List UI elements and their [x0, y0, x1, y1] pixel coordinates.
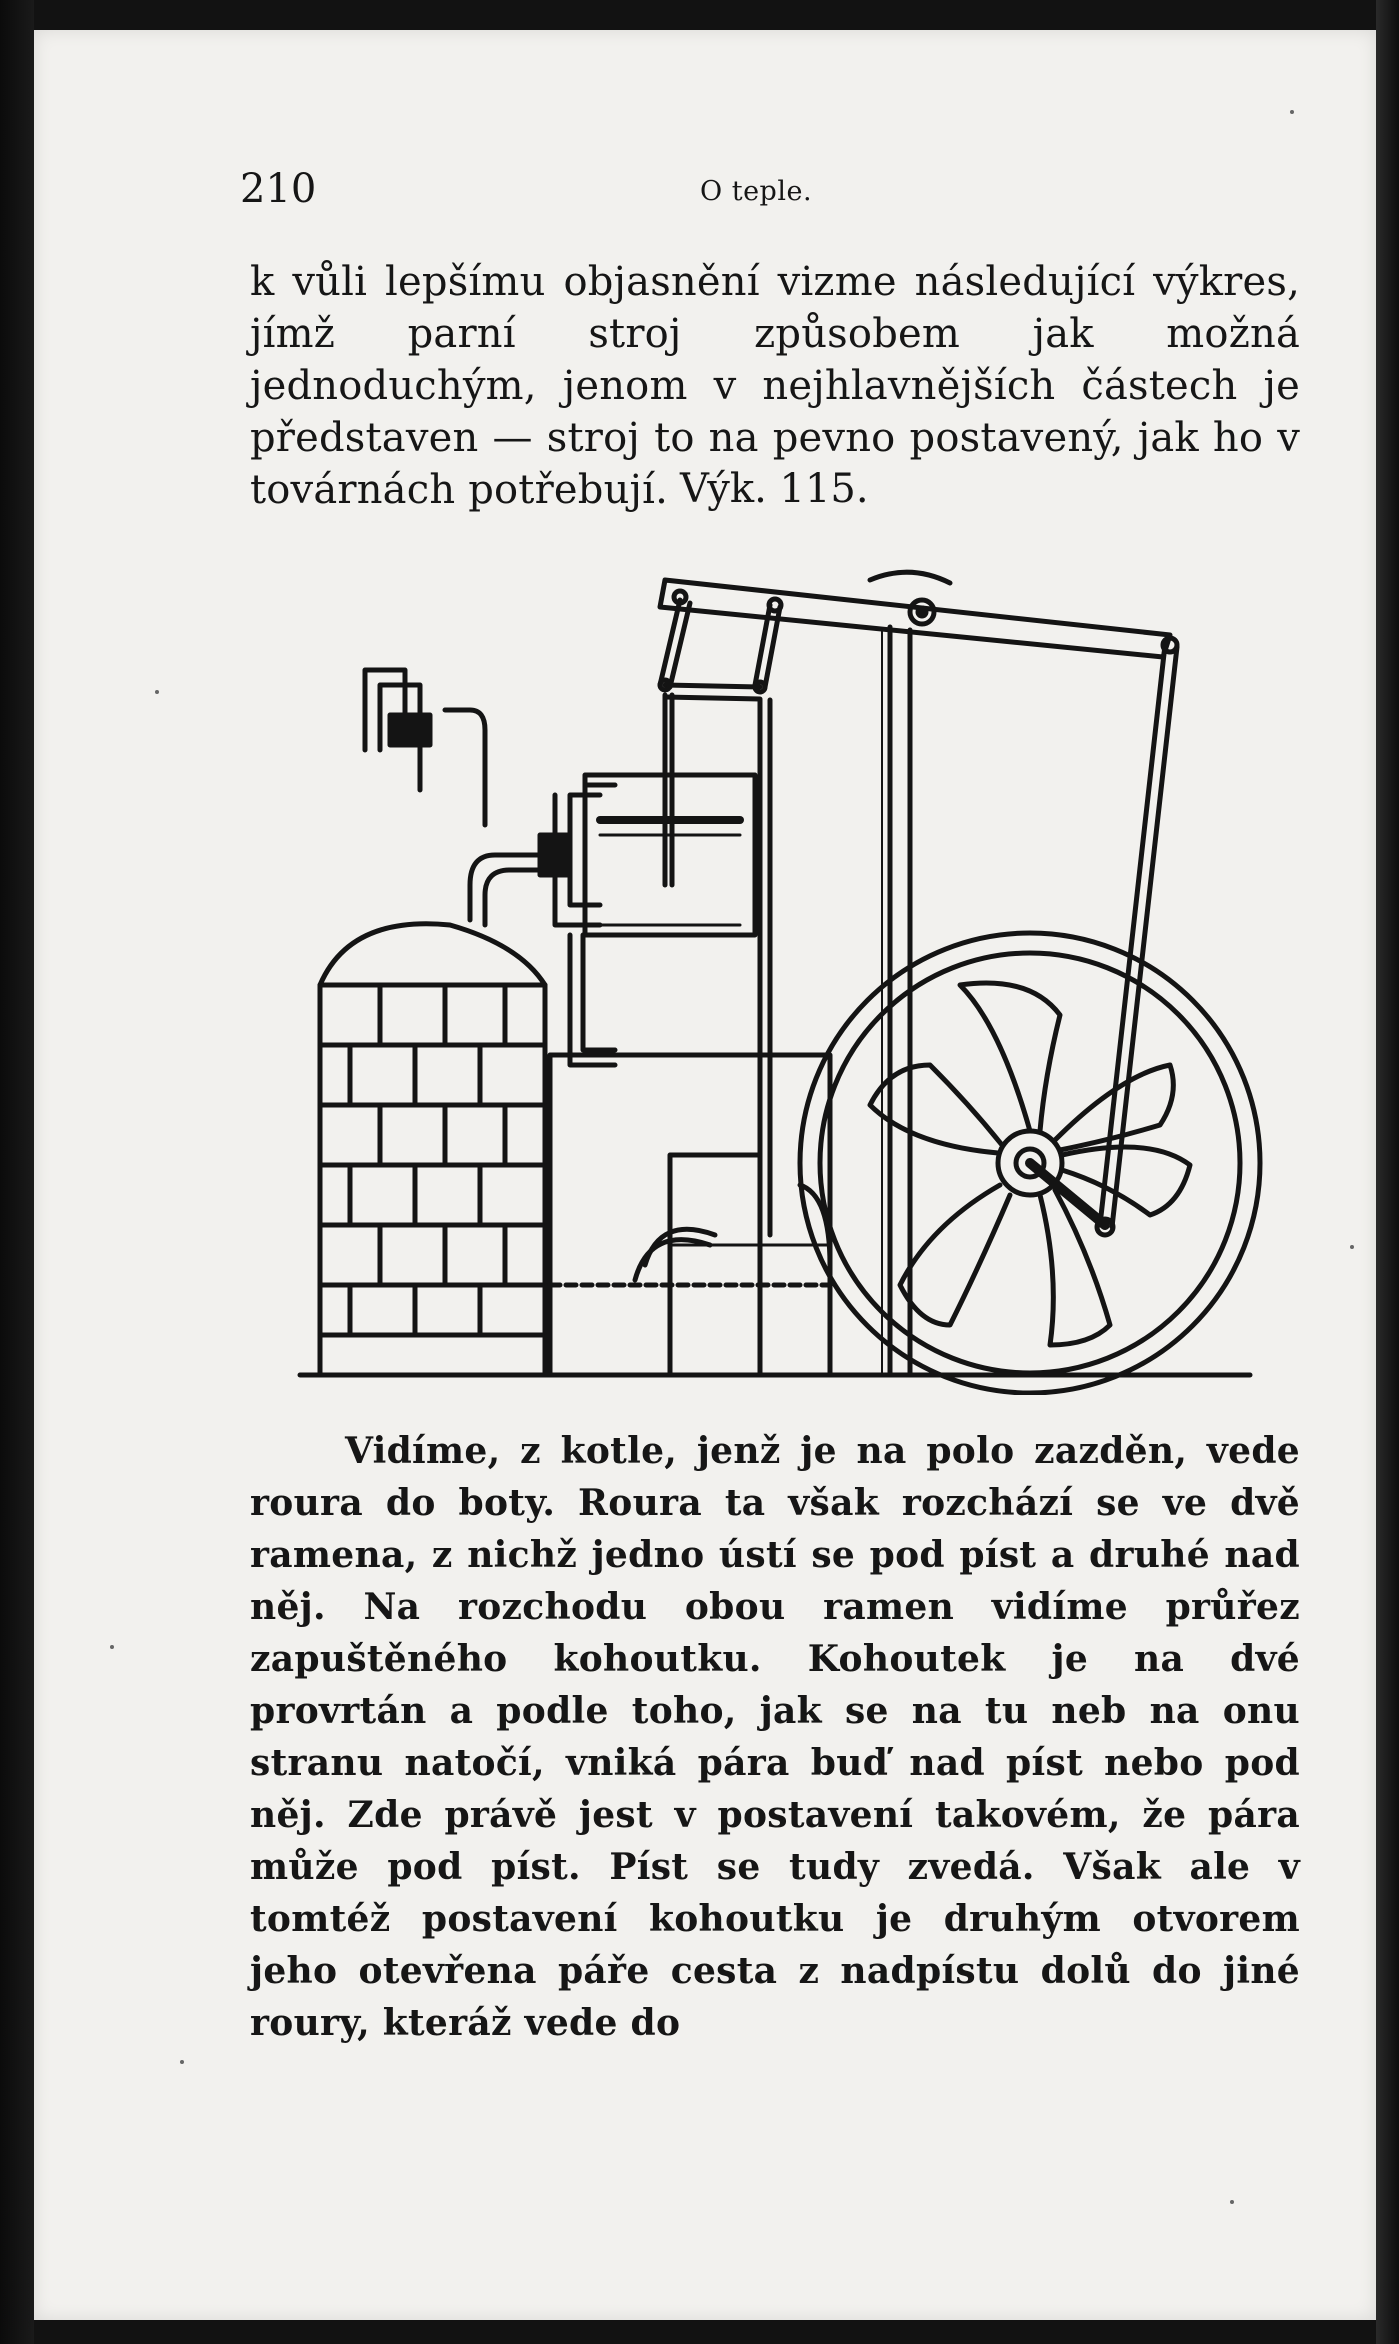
print-speck — [1350, 1245, 1354, 1249]
body-paragraph — [250, 1425, 1300, 2049]
page-number: 210 — [240, 166, 317, 212]
figure-caption: Výk. 115. — [680, 466, 869, 512]
flywheel-spoke — [960, 983, 1060, 1131]
linkage-left — [660, 600, 680, 685]
print-speck — [180, 2060, 184, 2064]
running-title: O teple. — [700, 176, 813, 207]
page-header — [240, 166, 1300, 226]
print-speck — [1290, 110, 1294, 114]
page-edge-shadow — [1376, 0, 1399, 2344]
print-speck — [1230, 2200, 1234, 2204]
connecting-rod — [1100, 645, 1165, 1225]
exhaust-pipe — [570, 935, 615, 1065]
print-speck — [155, 690, 159, 694]
air-pump — [670, 1155, 760, 1375]
condenser-tank — [550, 1055, 830, 1375]
steam-engine-illustration — [270, 545, 1270, 1395]
injection-cock — [390, 715, 430, 745]
steam-engine-figure — [270, 545, 1270, 1395]
steam-cock — [540, 835, 568, 875]
intro-paragraph-text: k vůli lepšímu objasnění vizme následující výkres, jímž parní stroj způsobem jak možná jednoduchým, jenom v nejhlavnějších částech je představen — stroj to na pevno postavený, jak ho v továrnách potřebují. — [250, 259, 1300, 513]
steam-pipe — [470, 855, 540, 920]
print-speck — [110, 1645, 114, 1649]
boiler-dome — [320, 924, 545, 985]
body-paragraph-text: Vidíme, z kotle, jenž je na polo zazděn, vede roura do boty. Roura ta však rozchází se ve dvě ramena, z nichž jedno ústí se pod píst a druhé nad něj. Na rozchodu obou ramen vidíme průřez zapuštěného kohoutku. Kohoutek je na dvé provrtán a podle toho, jak se na tu neb na onu stranu natočí, vniká pára buď nad píst nebo pod něj. Zde právě jest v postavení takovém, že pára může pod píst. Píst se tudy zvedá. Však ale v tomtéž postavení kohoutku je druhým otvorem jeho otevřena páře cesta z nadpístu dolů do jiné roury, kteráž vede do — [250, 1430, 1300, 2044]
binding-shadow — [0, 0, 34, 2344]
